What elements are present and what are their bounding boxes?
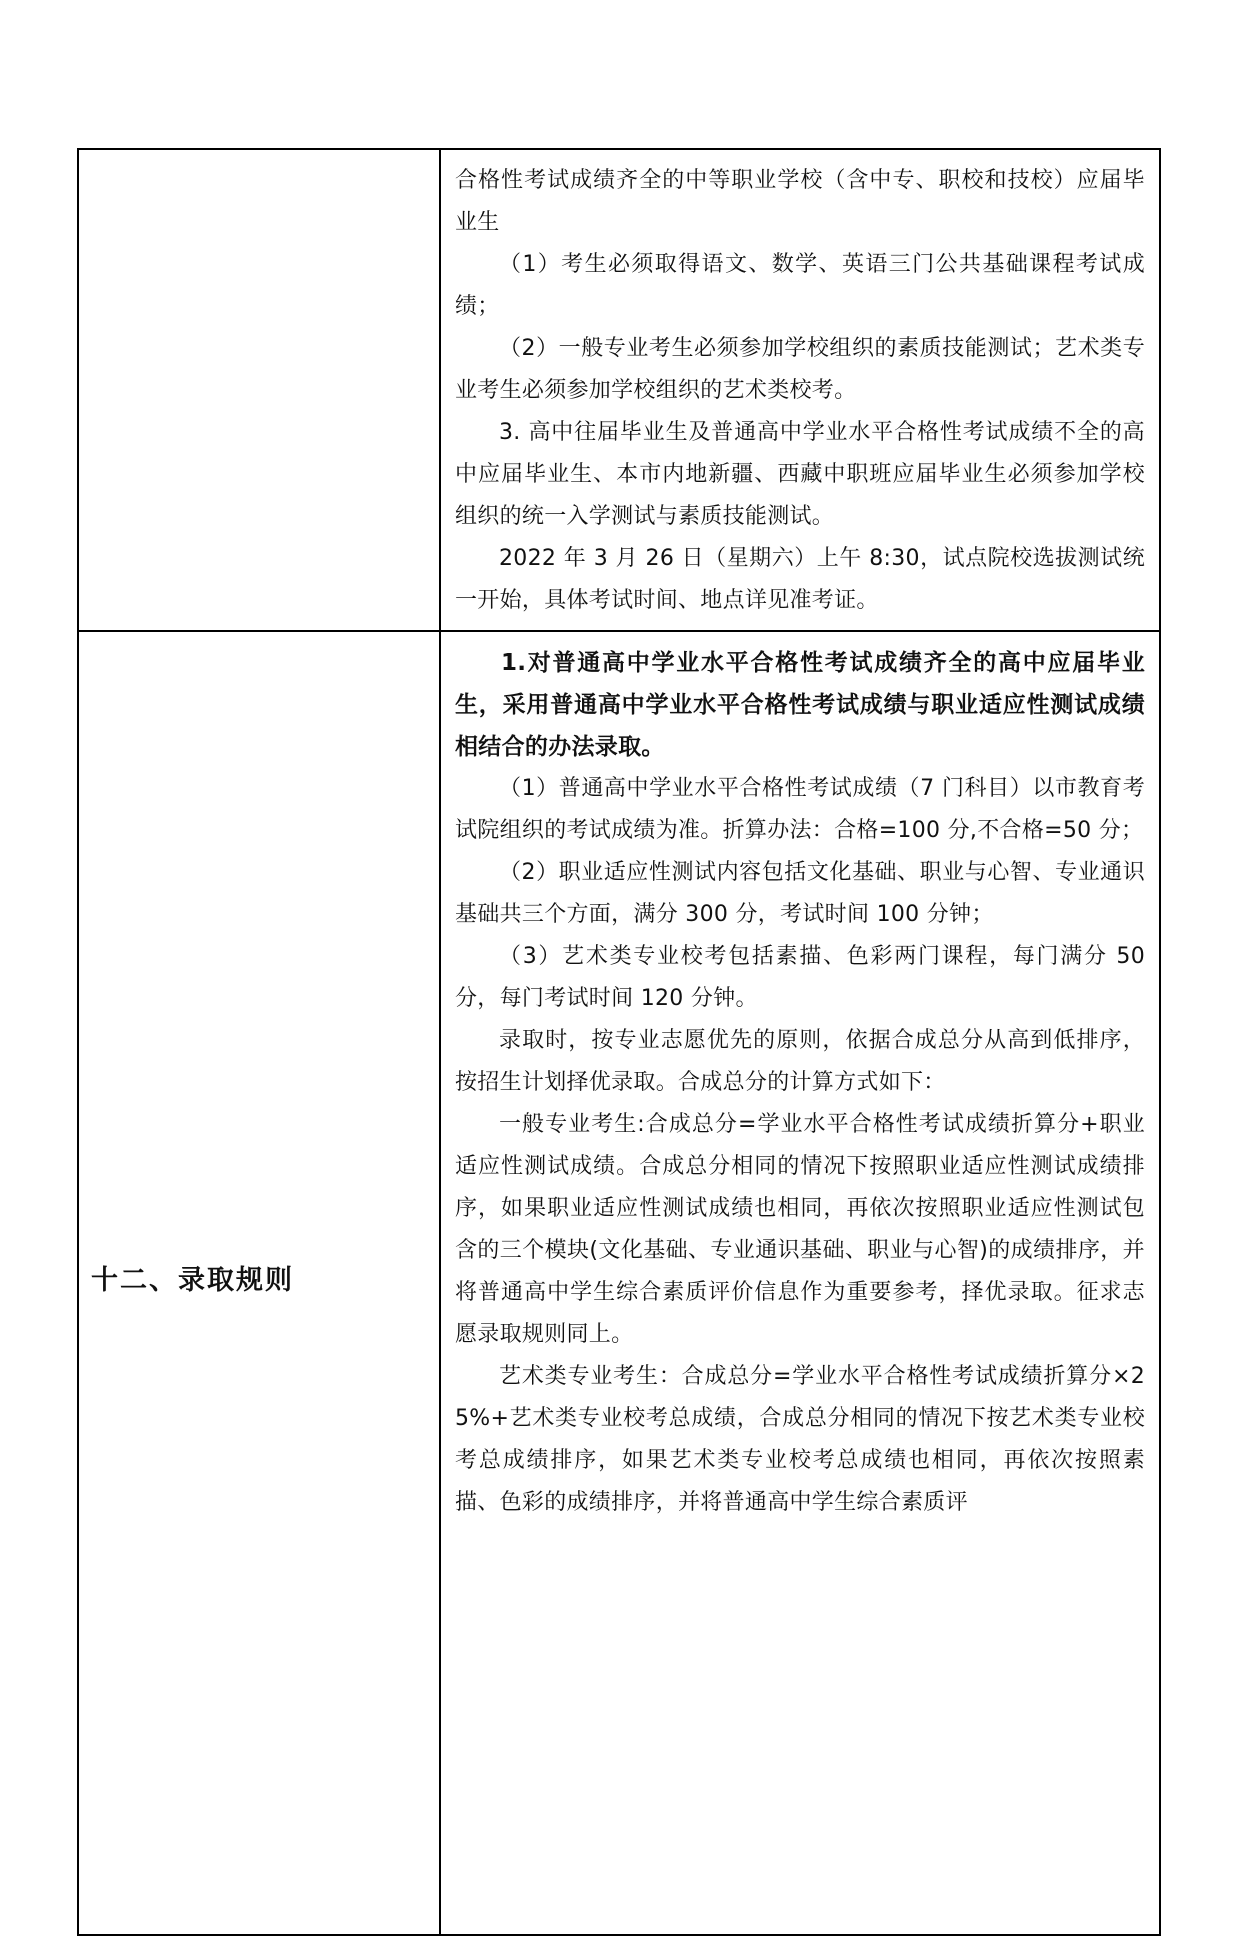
paragraph: （2）职业适应性测试内容包括文化基础、职业与心智、专业通识基础共三个方面，满分 300 分，考试时间 100 分钟； <box>455 860 1145 927</box>
paragraph: （2）一般专业考生必须参加学校组织的素质技能测试；艺术类专业考生必须参加学校组织的艺术类校考。 <box>455 336 1145 403</box>
paragraph: （1）普通高中学业水平合格性考试成绩（7 门科目）以市教育考试院组织的考试成绩为准。折算办法：合格=100 分,不合格=50 分； <box>455 776 1145 843</box>
paragraph: 录取时，按专业志愿优先的原则，依据合成总分从高到低排序，按招生计划择优录取。合成总分的计算方式如下： <box>455 1028 1145 1095</box>
paragraph: 2022 年 3 月 26 日（星期六）上午 8:30，试点院校选拔测试统一开始，具体考试时间、地点详见准考证。 <box>455 546 1145 613</box>
table-row-exam-requirements <box>78 149 1160 631</box>
row2-label-cell <box>78 631 440 1935</box>
paragraph: 艺术类专业考生：合成总分=学业水平合格性考试成绩折算分×25%+艺术类专业校考总成绩，合成总分相同的情况下按艺术类专业校考总成绩排序，如果艺术类专业校考总成绩也相同，再依次按照素描、色彩的成绩排序，并将普通高中学生综合素质评 <box>455 1364 1145 1515</box>
row2-content-cell <box>440 631 1160 1935</box>
admission-rules-table <box>77 148 1161 1936</box>
paragraph: 一般专业考生:合成总分=学业水平合格性考试成绩折算分+职业适应性测试成绩。合成总分相同的情况下按照职业适应性测试成绩排序，如果职业适应性测试成绩也相同，再依次按照职业适应性测试包含的三个模块(文化基础、专业通识基础、职业与心智)的成绩排序，并将普通高中学生综合素质评价信息作为重要参考，择优录取。征求志愿录取规则同上。 <box>455 1112 1145 1347</box>
row1-label-cell <box>78 149 440 631</box>
paragraph-bold: 1.对普通高中学业水平合格性考试成绩齐全的高中应届毕业生，采用普通高中学业水平合格性考试成绩与职业适应性测试成绩相结合的办法录取。 <box>455 650 1145 760</box>
paragraph: 合格性考试成绩齐全的中等职业学校（含中专、职校和技校）应届毕业生 <box>455 168 1145 235</box>
row1-content-cell <box>440 149 1160 631</box>
paragraph: 3. 高中往届毕业生及普通高中学业水平合格性考试成绩不全的高中应届毕业生、本市内地新疆、西藏中职班应届毕业生必须参加学校组织的统一入学测试与素质技能测试。 <box>455 420 1145 529</box>
table-row-admission-rules <box>78 631 1160 1935</box>
paragraph: （3）艺术类专业校考包括素描、色彩两门课程，每门满分 50 分，每门考试时间 120 分钟。 <box>455 944 1153 1011</box>
section-label: 十二、录取规则 <box>91 1264 294 1296</box>
paragraph: （1）考生必须取得语文、数学、英语三门公共基础课程考试成绩； <box>455 252 1145 319</box>
